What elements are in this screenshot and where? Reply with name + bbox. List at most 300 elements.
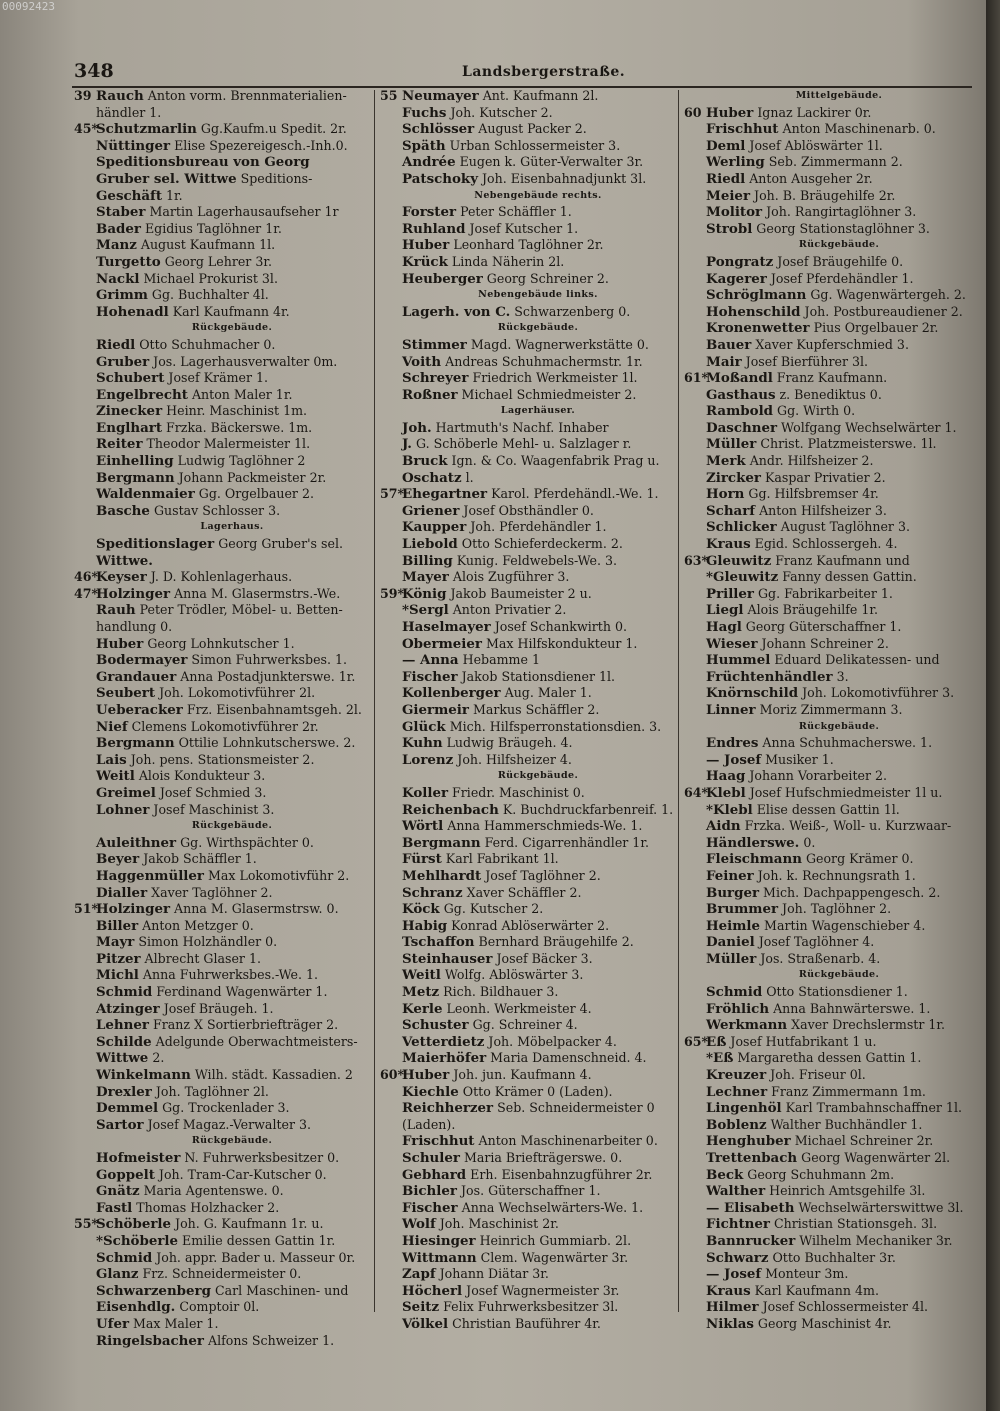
entry-name: Basche (96, 502, 150, 519)
entry-name: Haag (706, 768, 746, 785)
entry-details: Ferd. Cigarrenhändler 1r. (480, 834, 649, 850)
directory-entry (74, 254, 370, 271)
entry-details: Moriz Zimmermann 3. (755, 701, 903, 717)
entry-name: Wittmann (402, 1249, 477, 1266)
entry-name: Henghuber (706, 1133, 791, 1150)
entry-details: Kunig. Feldwebels-We. 3. (452, 552, 618, 568)
entry-name: Grimm (96, 287, 148, 304)
entry-name: Bergmann (402, 834, 481, 851)
entry-name: Riedl (96, 336, 136, 353)
entry-name: Ehegartner (402, 486, 488, 503)
entry-details: Erh. Eisenbahnzugführer 2r. (466, 1166, 653, 1182)
entry-name: Klebl (706, 784, 746, 801)
directory-entry (684, 702, 974, 719)
house-number: 63* (684, 552, 709, 568)
entry-details: Joh. B. Bräugehilfe 2r. (750, 187, 896, 203)
entry-name: Schöberle (96, 1216, 172, 1233)
directory-entry (684, 453, 974, 470)
section-heading: Lagerhaus. (200, 521, 264, 533)
directory-entry (74, 984, 370, 1001)
entry-name: Daniel (706, 934, 755, 951)
entry-name: Patschoky (402, 170, 478, 187)
house-number: 60 (684, 104, 702, 120)
directory-entry (74, 1150, 370, 1167)
directory-entry (684, 171, 974, 188)
directory-entry (380, 221, 676, 238)
house-number: 55* (74, 1216, 99, 1232)
entry-name: Nackl (96, 270, 140, 287)
entry-details: Max Hilfskondukteur 1. (481, 635, 638, 651)
directory-entry (684, 121, 974, 138)
entry-details: Ludwig Bräugeh. 4. (442, 735, 573, 751)
entry-name: Trettenbach (706, 1150, 798, 1166)
directory-entry (74, 387, 370, 404)
entry-name: Müller (706, 950, 757, 967)
book-spine (986, 0, 1000, 1411)
directory-entry (684, 221, 974, 238)
section-heading: Rückgebäude. (798, 239, 880, 251)
entry-details: Michael Schmiedmeister 2. (457, 386, 637, 402)
directory-entry (74, 486, 370, 503)
directory-entry (684, 951, 974, 968)
directory-entry (380, 901, 676, 918)
entry-name: Wieser (706, 635, 758, 652)
entry-name: Gruber (96, 353, 150, 370)
directory-entry (380, 138, 676, 155)
directory-entry (74, 569, 370, 586)
directory-entry (74, 1250, 370, 1267)
entry-name: Kagerer (706, 270, 767, 287)
entry-details: Rich. Bildhauer 3. (439, 984, 559, 1000)
entry-details: Gg. Schreiner 4. (468, 1017, 578, 1033)
directory-entry (380, 1283, 676, 1300)
entry-details: Johann Vorarbeiter 2. (745, 768, 888, 784)
house-number: 60* (380, 1067, 405, 1083)
directory-entry (380, 237, 676, 254)
entry-name: Schmid (96, 1249, 153, 1266)
entry-details: August Kaufmann 1l. (136, 237, 276, 253)
entry-name: Fuchs (402, 104, 447, 121)
entry-details: Max Maler 1. (129, 1315, 219, 1331)
entry-name: Schröglmann (706, 287, 807, 304)
entry-name: — Anna (402, 652, 459, 669)
entry-name: Späth (402, 137, 446, 154)
directory-entry (684, 1283, 974, 1300)
directory-entry (380, 619, 676, 636)
section-heading: Rückgebäude. (191, 322, 273, 334)
entry-details: Seb. Schneidermeister 0 (493, 1100, 655, 1116)
directory-entry (74, 154, 370, 171)
directory-entry (74, 88, 370, 105)
entry-name: Hohenadl (96, 303, 169, 320)
entry-details: Egid. Schlossergeh. 4. (750, 536, 898, 552)
directory-entry (74, 669, 370, 686)
directory-entry (74, 1200, 370, 1217)
directory-entry (74, 768, 370, 785)
entry-name: Händlerswe. (706, 834, 800, 851)
entry-name: Holzinger (96, 585, 171, 602)
directory-entry (74, 719, 370, 736)
entry-details: Ferdinand Wagenwärter 1. (152, 984, 328, 1000)
entry-details: z. Benediktus 0. (775, 386, 882, 402)
directory-entry (74, 586, 370, 603)
directory-entry (74, 1084, 370, 1101)
entry-details: Gg. Wagenwärtergeh. 2. (806, 287, 966, 303)
directory-entry (684, 768, 974, 785)
entry-name: Fröhlich (706, 1000, 770, 1017)
entry-details: Simon Holzhändler 0. (134, 934, 278, 950)
entry-details: Joh. Hilfsheizer 4. (453, 751, 572, 767)
entry-name: Eß (706, 1033, 727, 1050)
entry-name: Schranz (402, 884, 463, 901)
entry-name: Mayr (96, 934, 135, 951)
directory-entry (380, 1001, 676, 1018)
directory-entry (74, 1017, 370, 1034)
entry-details: Christ. Platzmeisterswe. 1l. (756, 436, 937, 452)
directory-entry (684, 436, 974, 453)
directory-entry (380, 1034, 676, 1051)
entry-name: Scharf (706, 502, 756, 519)
directory-entry (380, 669, 676, 686)
directory-entry (684, 1117, 974, 1134)
entry-details: l. (461, 469, 474, 485)
directory-entry (74, 221, 370, 238)
directory-entry (684, 885, 974, 902)
house-number: 47* (74, 585, 99, 601)
house-number: 61* (684, 370, 709, 386)
entry-name: Zapf (402, 1266, 436, 1283)
column-2 (380, 88, 676, 1333)
entry-details: Anna Wechselwärters-We. 1. (457, 1199, 644, 1215)
entry-name: Biller (96, 917, 139, 934)
section-heading: Nebengebäude rechts. (474, 189, 602, 201)
entry-name: Fichtner (706, 1216, 770, 1233)
entry-details: Otto Buchhalter 3r. (768, 1249, 896, 1265)
entry-details: Jos. Güterschaffner 1. (456, 1183, 601, 1199)
directory-entry (684, 1067, 974, 1084)
entry-details: Anna Fuhrwerksbes.-We. 1. (138, 967, 318, 983)
directory-entry (380, 1167, 676, 1184)
entry-name: Schilde (96, 1033, 152, 1050)
entry-details: Frz. Schneidermeister 0. (138, 1266, 302, 1282)
entry-name: Seitz (402, 1299, 440, 1316)
directory-entry (380, 885, 676, 902)
directory-entry (380, 354, 676, 371)
directory-entry (380, 1250, 676, 1267)
directory-entry (380, 536, 676, 553)
directory-entry (74, 453, 370, 470)
directory-entry (74, 685, 370, 702)
entry-name: Huber (402, 237, 450, 254)
entry-name: Pitzer (96, 950, 141, 967)
directory-entry (380, 453, 676, 470)
entry-name: Huber (402, 1067, 450, 1084)
entry-name: Priller (706, 585, 754, 602)
entry-name: Auleithner (96, 834, 177, 851)
directory-entry (74, 851, 370, 868)
directory-entry (380, 735, 676, 752)
entry-details: Egidius Taglöhner 1r. (140, 220, 282, 236)
entry-details: Max Lokomotivführ 2. (203, 867, 350, 883)
directory-entry (380, 984, 676, 1001)
section-heading: Rückgebäude. (798, 720, 880, 732)
directory-entry (380, 553, 676, 570)
directory-entry (380, 1233, 676, 1250)
entry-name: Schubert (96, 370, 165, 387)
entry-details: Albrecht Glaser 1. (140, 950, 261, 966)
entry-name: Manz (96, 237, 137, 254)
entry-details: Josef Hufschmiedmeister 1l u. (745, 784, 943, 800)
directory-entry (74, 1333, 370, 1350)
entry-name: Burger (706, 884, 760, 901)
column-divider (374, 90, 375, 1312)
entry-name: Haggenmüller (96, 867, 204, 884)
entry-details: Anton vorm. Brennmaterialien- (143, 88, 347, 103)
entry-name: Gasthaus (706, 386, 776, 403)
section-heading: Nebengebäude links. (478, 289, 598, 301)
entry-details: Heinrich Gummiarb. 2l. (475, 1232, 632, 1248)
entry-details: Fanny dessen Gattin. (778, 569, 917, 585)
directory-entry (684, 105, 974, 122)
entry-name: Schwarz (706, 1249, 769, 1266)
entry-details: Margaretha dessen Gattin 1. (733, 1050, 922, 1066)
directory-entry (684, 984, 974, 1001)
entry-details: Frzka. Weiß-, Woll- u. Kurzwaar- (740, 818, 952, 834)
entry-details: Christian Stationsgeh. 3l. (769, 1216, 938, 1232)
entry-name: Rauh (96, 602, 136, 619)
house-number: 51* (74, 901, 99, 917)
house-number: 45* (74, 121, 99, 137)
entry-details: Alois Zugführer 3. (448, 569, 570, 585)
directory-entry (684, 204, 974, 221)
entry-name: Schmid (96, 984, 153, 1001)
directory-entry (74, 1117, 370, 1134)
directory-entry (684, 337, 974, 354)
entry-name: Beyer (96, 851, 140, 868)
directory-entry (380, 204, 676, 221)
entry-details: Adelgunde Oberwachtmeisters- (151, 1033, 358, 1049)
directory-entry (380, 1299, 676, 1316)
directory-entry (380, 1050, 676, 1067)
entry-name: Lais (96, 751, 127, 768)
entry-name: Weitl (402, 967, 441, 984)
directory-entry (380, 818, 676, 835)
entry-details: August Packer 2. (474, 121, 587, 137)
entry-details: Ignaz Lackirer 0r. (753, 104, 872, 120)
entry-name: Maierhöfer (402, 1050, 487, 1067)
entry-details: Mich. Hilfsperronstationsdien. 3. (445, 718, 662, 734)
directory-entry (74, 1299, 370, 1316)
entry-name: Kaupper (402, 519, 467, 536)
directory-entry (380, 851, 676, 868)
entry-name: Holzinger (96, 901, 171, 918)
entry-details: Anna Schuhmacherswe. 1. (758, 735, 933, 751)
entry-name: Atzinger (96, 1000, 160, 1017)
house-number: 55 (380, 88, 398, 103)
directory-entry (74, 1001, 370, 1018)
entry-details: Georg Wagenwärter 2l. (797, 1150, 951, 1165)
entry-name: Winkelmann (96, 1067, 191, 1084)
entry-name: Stimmer (402, 336, 467, 353)
entry-details: Karl Kaufmann 4r. (168, 303, 290, 319)
directory-entry (684, 586, 974, 603)
entry-details: Georg Lehrer 3r. (160, 253, 272, 269)
entry-details: Josef Pferdehändler 1. (766, 270, 914, 286)
entry-details: Alfons Schweizer 1. (203, 1332, 335, 1348)
entry-details: Joh. Möbelpacker 4. (484, 1033, 617, 1049)
entry-name: Glanz (96, 1266, 139, 1283)
directory-entry (74, 503, 370, 520)
entry-name: Reiter (96, 436, 143, 453)
entry-name: Englhart (96, 419, 163, 436)
entry-details: Monteur 3m. (761, 1266, 849, 1282)
entry-name: Heuberger (402, 270, 483, 287)
directory-entry (74, 470, 370, 487)
entry-details: Friedr. Maschinist 0. (448, 784, 585, 800)
entry-name: Kraus (706, 1282, 751, 1299)
entry-details: Anton Hilfsheizer 3. (755, 502, 887, 518)
entry-name: Gnätz (96, 1183, 140, 1200)
entry-details: Konrad Ablöserwärter 2. (447, 917, 610, 933)
entry-details: Franz X Sortierbriefträger 2. (148, 1017, 339, 1033)
entry-name: Seubert (96, 685, 156, 702)
entry-details: Xaver Drechslermstr 1r. (787, 1017, 946, 1033)
entry-name: Fleischmann (706, 851, 802, 868)
directory-entry (74, 1100, 370, 1117)
directory-entry (684, 486, 974, 503)
entry-name: Reichenbach (402, 801, 499, 818)
entry-name: Pongratz (706, 253, 774, 270)
entry-details: K. Buchdruckfarbenreif. 1. (498, 801, 674, 817)
directory-entry (74, 619, 370, 636)
section-heading: Rückgebäude. (191, 1135, 273, 1147)
entry-name: Früchtenhändler (706, 668, 833, 685)
entry-name: Lagerh. von C. (402, 303, 511, 320)
directory-entry (74, 536, 370, 553)
entry-details: Josef Bräugehilfe 0. (773, 253, 904, 269)
entry-details: Xaver Schäffler 2. (462, 884, 582, 900)
directory-entry (684, 1266, 974, 1283)
entry-details: Josef Magaz.-Verwalter 3. (143, 1116, 312, 1132)
entry-name: Giermeir (402, 701, 469, 718)
directory-entry (380, 154, 676, 171)
directory-entry (684, 370, 974, 387)
directory-entry (74, 1266, 370, 1283)
entry-name: Daschner (706, 419, 778, 436)
entry-details: Pius Orgelbauer 2r. (809, 320, 939, 336)
directory-entry (380, 951, 676, 968)
directory-entry (684, 1316, 974, 1333)
directory-entry (380, 88, 676, 105)
directory-entry (684, 519, 974, 536)
entry-name: Haselmayer (402, 619, 491, 635)
entry-details: Elise Spezereigesch.-Inh.0. (170, 137, 348, 153)
entry-name: Schlösser (402, 121, 475, 138)
directory-entry (380, 586, 676, 603)
entry-name: Linner (706, 701, 756, 718)
entry-details: 0. (799, 834, 816, 850)
entry-name: Lingenhöl (706, 1100, 782, 1117)
entry-details: Eduard Delikatessen- und (770, 652, 940, 668)
directory-entry (74, 868, 370, 885)
directory-entry (380, 1316, 676, 1333)
entry-details: Gg. Kutscher 2. (439, 901, 544, 917)
entry-name: Boblenz (706, 1116, 767, 1133)
entry-name: — Josef (706, 751, 762, 768)
entry-details: Xaver Kupferschmied 3. (751, 336, 909, 352)
directory-entry (684, 1167, 974, 1184)
directory-entry (684, 553, 974, 570)
entry-details: Joh. Eisenbahnadjunkt 3l. (478, 170, 647, 186)
directory-entry (684, 503, 974, 520)
entry-details: Kaspar Privatier 2. (760, 469, 886, 485)
entry-details: Josef Ablöswärter 1l. (745, 137, 883, 153)
entry-name: Walther (706, 1183, 766, 1200)
entry-name: Bruck (402, 453, 448, 470)
entry-details: 3. (832, 668, 849, 684)
entry-name: Bauer (706, 336, 752, 353)
entry-name: Beck (706, 1166, 744, 1183)
entry-name: Obermeier (402, 635, 482, 652)
entry-details: G. Schöberle Mehl- u. Salzlager r. (411, 436, 632, 452)
entry-name: — Elisabeth (706, 1199, 795, 1216)
entry-name: Schmid (706, 984, 763, 1001)
entry-name: Schreyer (402, 370, 469, 387)
section-heading: Mittelgebäude. (795, 90, 883, 101)
entry-details: Joh. jun. Kaufmann 4. (449, 1067, 592, 1083)
directory-entry (380, 1150, 676, 1167)
entry-name: Speditionsbureau von Georg (96, 154, 310, 171)
entry-details: Carl Maschinen- und (210, 1282, 349, 1298)
entry-name: Neumayer (402, 88, 479, 104)
entry-name: Grandauer (96, 668, 177, 685)
directory-entry (74, 785, 370, 802)
entry-details: Christian Bauführer 4r. (448, 1315, 601, 1331)
entry-details: Linda Näherin 2l. (447, 253, 565, 269)
entry-name: Einhelling (96, 453, 174, 470)
entry-name: Höcherl (402, 1282, 463, 1299)
entry-details: Karl Trambahnschaffner 1l. (781, 1100, 962, 1116)
entry-details: 2. (148, 1050, 165, 1066)
entry-details: Franz Zimmermann 1m. (767, 1083, 926, 1099)
entry-name: Huber (706, 104, 754, 121)
entry-details: Franz Kaufmann. (772, 370, 888, 386)
entry-details: Georg Güterschaffner 1. (741, 619, 902, 634)
directory-entry (684, 1299, 974, 1316)
entry-details: Urban Schlossermeister 3. (445, 137, 621, 153)
entry-details: Johann Schreiner 2. (757, 635, 889, 651)
directory-entry (380, 636, 676, 653)
directory-entry (380, 519, 676, 536)
directory-entry (684, 1133, 974, 1150)
directory-entry (380, 470, 676, 487)
entry-name: Huber (96, 635, 144, 652)
entry-name: Tschaffon (402, 934, 475, 951)
entry-name: Glück (402, 718, 446, 735)
entry-name: Strobl (706, 220, 753, 237)
directory-entry (74, 652, 370, 669)
directory-entry (684, 403, 974, 420)
entry-name: Fischer (402, 668, 458, 685)
entry-details: (Laden). (402, 1116, 456, 1132)
entry-name: Reichherzer (402, 1100, 494, 1117)
directory-entry (74, 1316, 370, 1333)
directory-entry (684, 901, 974, 918)
entry-name: Hohenschild (706, 303, 801, 320)
column-divider (678, 90, 679, 1312)
entry-name: Fürst (402, 851, 442, 868)
directory-entry (74, 188, 370, 205)
